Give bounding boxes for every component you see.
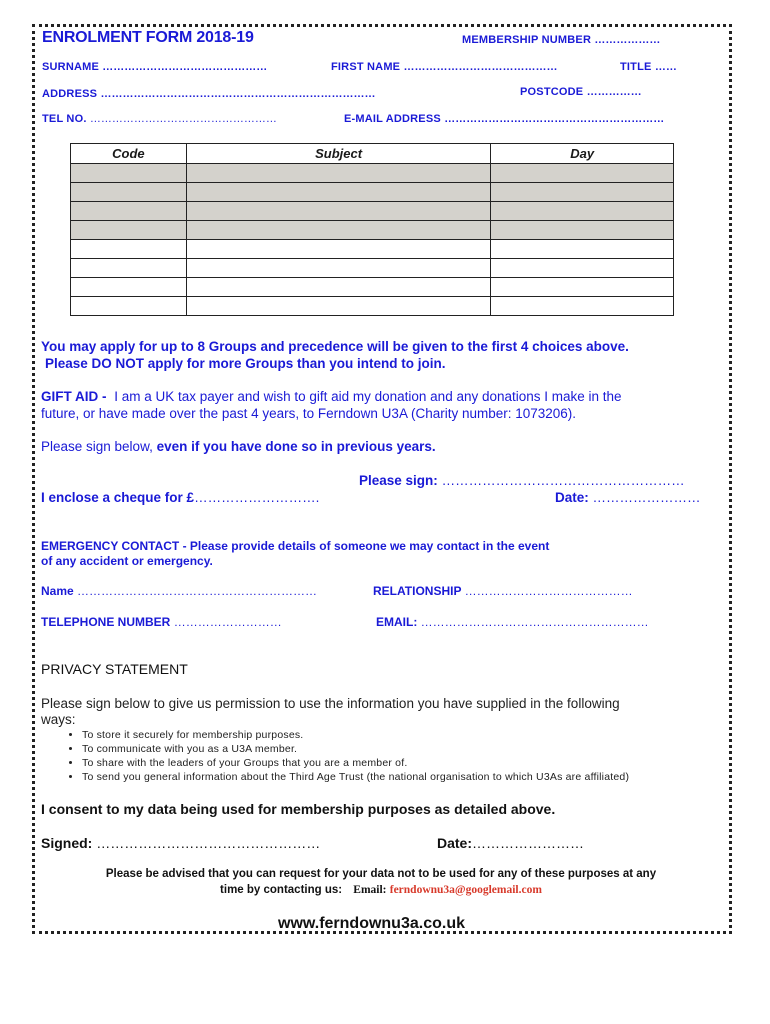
address-field[interactable] bbox=[42, 88, 375, 100]
relationship-dots: …………………………………… bbox=[464, 584, 633, 598]
title-dots: …… bbox=[654, 61, 677, 73]
privacy-intro-line2: ways: bbox=[41, 712, 76, 727]
groups-note-line1: You may apply for up to 8 Groups and precedence will be given to the first 4 choices above. bbox=[41, 339, 629, 354]
day-cell[interactable] bbox=[491, 221, 674, 240]
website-link[interactable]: www.ferndownu3a.co.uk bbox=[278, 915, 465, 932]
list-item: • To communicate with you as a U3A member. bbox=[82, 742, 629, 756]
postcode-dots: …………… bbox=[586, 86, 642, 98]
email-address-dots: …………………………………………………… bbox=[444, 113, 665, 125]
code-cell[interactable] bbox=[71, 278, 187, 297]
day-cell[interactable] bbox=[491, 259, 674, 278]
list-item: • To send you general information about the Third Age Trust (the national organisation to which U3As are affiliated) bbox=[82, 770, 629, 784]
groups-note-line2: Please DO NOT apply for more Groups than you intend to join. bbox=[45, 356, 446, 371]
first-name-dots: …………………………………… bbox=[403, 61, 558, 73]
email-address-label: E-MAIL ADDRESS bbox=[344, 113, 441, 125]
advise-line2: time by contacting us: bbox=[220, 884, 343, 896]
signed-label: Signed: bbox=[41, 835, 93, 851]
tel-dots: …………………………………………… bbox=[89, 113, 277, 125]
subject-cell[interactable] bbox=[186, 202, 490, 221]
address-dots: ………………………………………………………………… bbox=[100, 88, 376, 100]
table-row bbox=[71, 202, 674, 221]
cheque-dots: ………………………. bbox=[194, 490, 320, 505]
address-label: ADDRESS bbox=[42, 88, 98, 100]
membership-number-dots: ……………… bbox=[594, 34, 661, 46]
table-row bbox=[71, 240, 674, 259]
first-name-field[interactable] bbox=[331, 61, 558, 73]
privacy-date-label: Date: bbox=[437, 835, 473, 851]
code-cell[interactable] bbox=[71, 202, 187, 221]
code-cell[interactable] bbox=[71, 221, 187, 240]
email-address-field[interactable] bbox=[344, 113, 664, 125]
emergency-name-dots: …………………………………………………… bbox=[77, 584, 318, 598]
form-title: ENROLMENT FORM 2018-19 bbox=[42, 29, 254, 46]
code-cell[interactable] bbox=[71, 259, 187, 278]
sign-below-note bbox=[41, 438, 436, 455]
header-subject: Subject bbox=[186, 144, 490, 164]
table-row bbox=[71, 221, 674, 240]
day-cell[interactable] bbox=[491, 183, 674, 202]
subject-cell[interactable] bbox=[186, 164, 490, 183]
day-cell[interactable] bbox=[491, 297, 674, 316]
privacy-intro-line1: Please sign below to give us permission to use the information you have supplied in the following bbox=[41, 696, 620, 711]
privacy-heading: PRIVACY STATEMENT bbox=[41, 661, 188, 677]
tel-label: TEL NO. bbox=[42, 113, 87, 125]
emergency-email-label: EMAIL: bbox=[376, 615, 418, 629]
subject-cell[interactable] bbox=[186, 259, 490, 278]
subject-cell[interactable] bbox=[186, 297, 490, 316]
gift-aid-label: GIFT AID - bbox=[41, 389, 107, 404]
first-name-label: FIRST NAME bbox=[331, 61, 401, 73]
emergency-email-field[interactable] bbox=[376, 615, 649, 630]
gift-aid-text1: I am a UK tax payer and wish to gift aid my donation and any donations I make in the bbox=[114, 389, 622, 404]
emergency-name-label: Name bbox=[41, 584, 74, 598]
emergency-email-dots: ………………………………………………… bbox=[420, 615, 649, 629]
header-code: Code bbox=[71, 144, 187, 164]
consent-statement: I consent to my data being used for membership purposes as detailed above. bbox=[41, 801, 556, 817]
relationship-field[interactable] bbox=[373, 584, 633, 599]
advise-line1: Please be advised that you can request for your data not to be used for any of these purposes at any bbox=[105, 868, 657, 880]
emergency-telephone-dots: ……………………… bbox=[173, 615, 282, 629]
subject-cell[interactable] bbox=[186, 221, 490, 240]
privacy-date-field[interactable] bbox=[437, 835, 584, 851]
subject-cell[interactable] bbox=[186, 278, 490, 297]
groups-table-header bbox=[71, 144, 674, 164]
day-cell[interactable] bbox=[491, 278, 674, 297]
day-cell[interactable] bbox=[491, 202, 674, 221]
cheque-label: I enclose a cheque for £ bbox=[41, 490, 195, 505]
gift-aid-date-label: Date: bbox=[555, 490, 589, 505]
gift-aid-line1 bbox=[41, 388, 622, 405]
surname-dots: ……………………………………… bbox=[102, 61, 268, 73]
please-sign-dots: ……………………………………………… bbox=[441, 473, 685, 488]
gift-aid-line2: future, or have made over the past 4 years, to Ferndown U3A (Charity number: 1073206). bbox=[41, 406, 577, 421]
signed-field[interactable] bbox=[41, 835, 320, 851]
code-cell[interactable] bbox=[71, 183, 187, 202]
code-cell[interactable] bbox=[71, 240, 187, 259]
cheque-field[interactable] bbox=[41, 489, 319, 506]
header-day: Day bbox=[491, 144, 674, 164]
table-row bbox=[71, 183, 674, 202]
emergency-telephone-label: TELEPHONE NUMBER bbox=[41, 615, 171, 629]
gift-aid-date-field[interactable] bbox=[555, 489, 701, 506]
list-item: • To share with the leaders of your Groups that you are a member of. bbox=[82, 756, 629, 770]
please-sign-field[interactable] bbox=[359, 472, 685, 489]
surname-field[interactable] bbox=[42, 61, 267, 73]
list-item: • To store it securely for membership purposes. bbox=[82, 728, 629, 742]
surname-label: SURNAME bbox=[42, 61, 100, 73]
postcode-field[interactable] bbox=[520, 86, 642, 98]
advise-note bbox=[36, 866, 726, 898]
sign-emphasis: even if you have done so in previous years. bbox=[156, 439, 436, 454]
table-row bbox=[71, 297, 674, 316]
tel-field[interactable] bbox=[42, 113, 277, 125]
emergency-telephone-field[interactable] bbox=[41, 615, 282, 630]
table-row bbox=[71, 278, 674, 297]
subject-cell[interactable] bbox=[186, 183, 490, 202]
signed-dots: ………………………………………… bbox=[96, 835, 321, 851]
contact-email-label: Email: bbox=[353, 884, 387, 896]
membership-number-field[interactable] bbox=[462, 34, 660, 46]
sign-intro: Please sign below, bbox=[41, 439, 157, 454]
emergency-line2: of any accident or emergency. bbox=[41, 554, 213, 568]
table-row bbox=[71, 164, 674, 183]
contact-email-link[interactable]: ferndownu3a@googlemail.com bbox=[389, 884, 542, 896]
postcode-label: POSTCODE bbox=[520, 86, 584, 98]
day-cell[interactable] bbox=[491, 240, 674, 259]
emergency-name-field[interactable] bbox=[41, 584, 317, 599]
gift-aid-date-dots: …………………… bbox=[592, 490, 701, 505]
title-label: TITLE bbox=[620, 61, 652, 73]
advise-line2-row bbox=[36, 882, 726, 898]
subject-cell[interactable] bbox=[186, 240, 490, 259]
privacy-date-dots: …………………… bbox=[472, 835, 585, 851]
emergency-line1: EMERGENCY CONTACT - Please provide details of someone we may contact in the event bbox=[41, 539, 550, 553]
code-cell[interactable] bbox=[71, 297, 187, 316]
relationship-label: RELATIONSHIP bbox=[373, 584, 462, 598]
groups-table bbox=[70, 143, 674, 316]
privacy-bullet-list bbox=[64, 728, 629, 784]
table-row bbox=[71, 259, 674, 278]
please-sign-label: Please sign: bbox=[359, 473, 438, 488]
membership-number-label: MEMBERSHIP NUMBER bbox=[462, 34, 592, 46]
code-cell[interactable] bbox=[71, 164, 187, 183]
title-field[interactable] bbox=[620, 61, 677, 73]
day-cell[interactable] bbox=[491, 164, 674, 183]
